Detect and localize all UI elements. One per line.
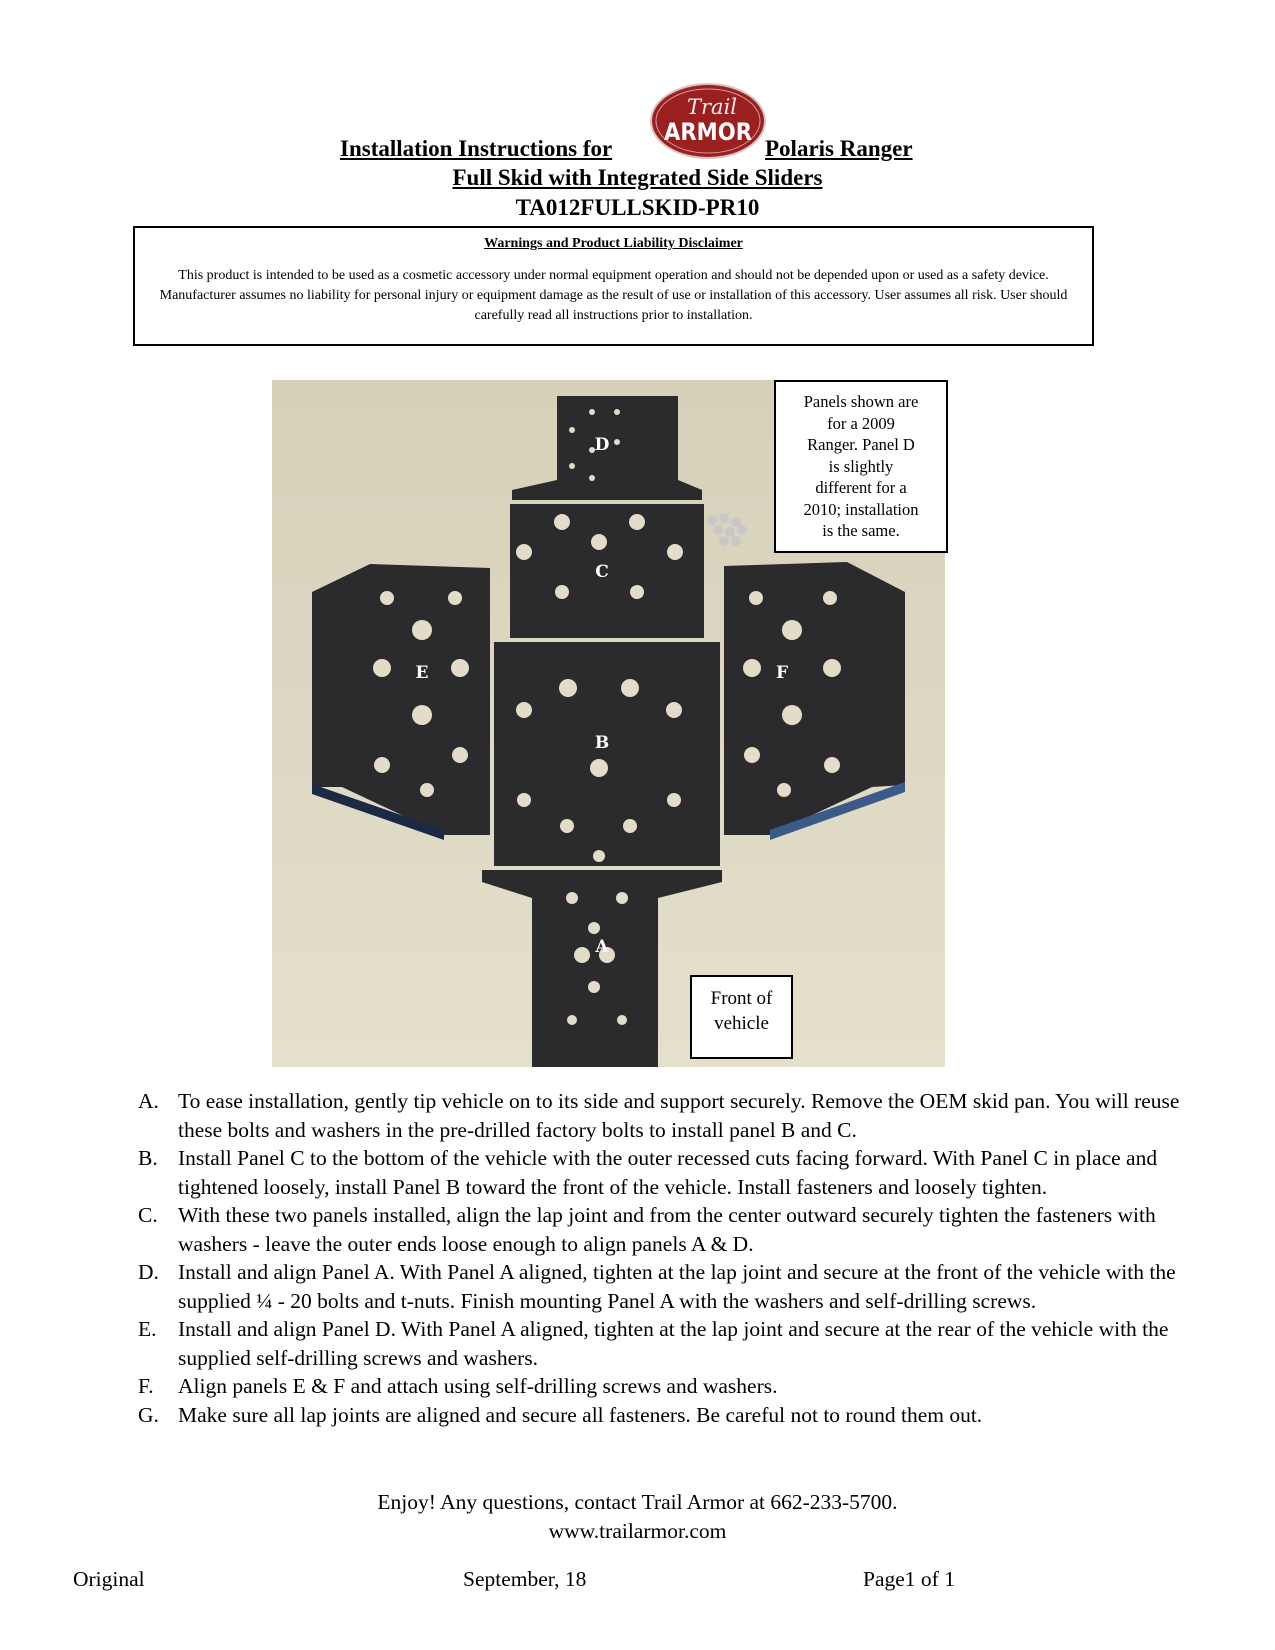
logo-text-top: Trail <box>687 95 737 119</box>
instruction-steps <box>138 1087 1210 1429</box>
panels-callout: Panels shown are for a 2009 Ranger. Panel D is slightly different for a 2010; installation is the same. <box>774 380 948 553</box>
panel-label-b: B <box>594 733 610 753</box>
panel-label-e: E <box>415 663 429 683</box>
title-right: Polaris Ranger <box>765 136 913 161</box>
part-number: TA012FULLSKID-PR10 <box>515 195 760 220</box>
logo-text-bottom: ARMOR <box>664 118 752 146</box>
title-left: Installation Instructions for <box>340 136 613 161</box>
footer-date: September, 18 <box>463 1567 587 1591</box>
contact-line: Enjoy! Any questions, contact Trail Armor at 662-233-5700. <box>377 1490 898 1514</box>
trail-armor-logo <box>648 82 768 160</box>
panel-label-a: A <box>595 937 609 957</box>
disclaimer-body: This product is intended to be used as a cosmetic accessory under normal equipment operation and should not be depended upon or used as a safety device. Manufacturer assumes no liability for personal injury or equipment damage as the result of use or installation of this accessory. User assumes all risk. User should carefully read all instructions prior to installation. <box>159 268 1068 323</box>
step-b: B. Install Panel C to the bottom of the vehicle with the outer recessed cuts facing forward. With Panel C in place and tightened loosely, install Panel B toward the front of the vehicle. Install fasteners and loosely tighten. <box>138 1146 1158 1199</box>
front-of-vehicle-callout: Front of vehicle <box>690 975 793 1059</box>
subtitle: Full Skid with Integrated Side Sliders <box>452 165 823 190</box>
footer-page: Page1 of 1 <box>863 1567 955 1591</box>
panel-b <box>494 642 720 866</box>
website-link[interactable]: www.trailarmor.com <box>548 1519 727 1543</box>
step-d: D. Install and align Panel A. With Panel A aligned, tighten at the lap joint and secure at the front of the vehicle with the supplied ¼ - 20 bolts and t-nuts. Finish mounting Panel A with the washers and self-drilling screws. <box>138 1260 1176 1313</box>
footer-left: Original <box>73 1567 145 1591</box>
step-g: G. Make sure all lap joints are aligned and secure all fasteners. Be careful not to round them out. <box>138 1402 983 1427</box>
panel-label-d: D <box>594 435 610 455</box>
step-f: F. Align panels E & F and attach using self-drilling screws and washers. <box>138 1374 778 1398</box>
panel-label-c: C <box>595 562 609 582</box>
step-c: C. With these two panels installed, align the lap joint and from the center outward securely tighten the fasteners with washers - leave the outer ends loose enough to align panels A & D. <box>138 1203 1156 1256</box>
panel-label-f: F <box>775 663 789 683</box>
disclaimer-box <box>133 226 1094 346</box>
disclaimer-heading: Warnings and Product Liability Disclaimer <box>484 236 743 251</box>
step-a: A. To ease installation, gently tip vehicle on to its side and support securely. Remove the OEM skid pan. You will reuse these bolts and washers in the pre-drilled factory bolts to install panel B and C. <box>138 1089 1180 1142</box>
step-e: E. Install and align Panel D. With Panel A aligned, tighten at the lap joint and secure at the rear of the vehicle with the supplied self-drilling screws and washers. <box>138 1317 1169 1370</box>
